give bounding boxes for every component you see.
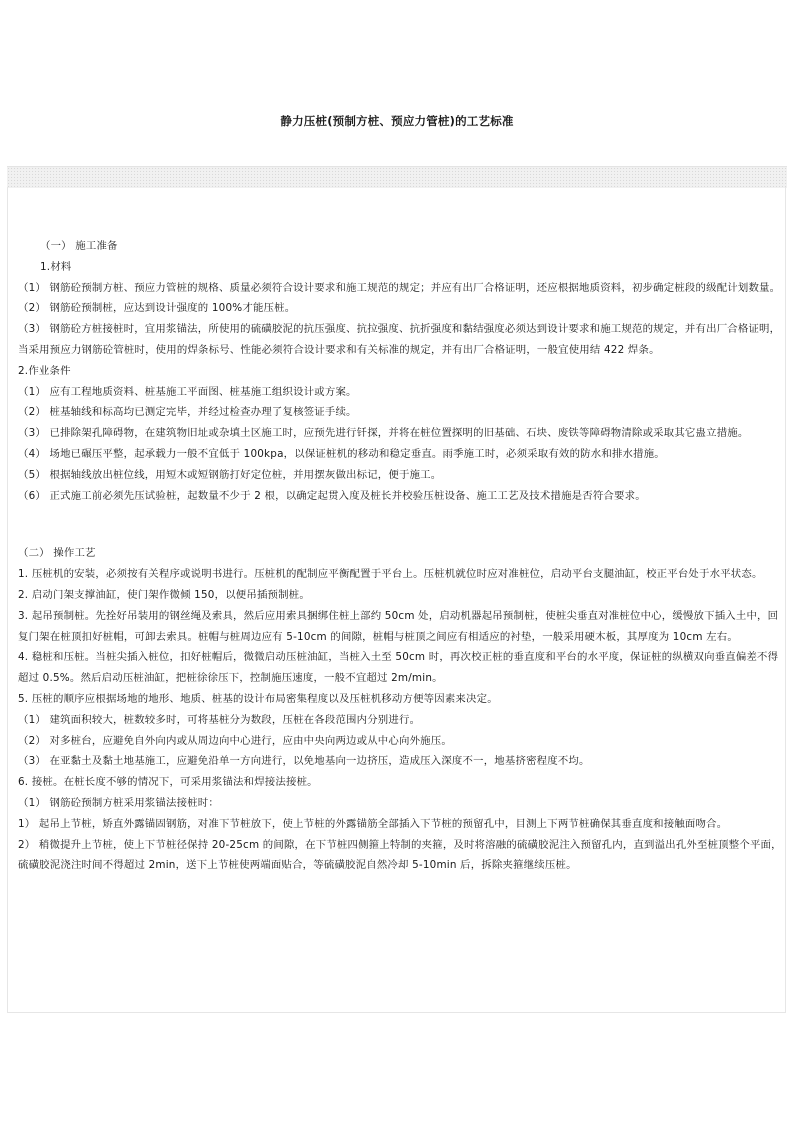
paragraph: （4） 场地已碾压平整，起承载力一般不宜低于 100kpa，以保证桩机的移动和稳定垂直。雨季施工时，必须采取有效的防水和排水措施。 [18, 447, 665, 460]
paragraph: 2） 稍微提升上节桩，使上下节桩径保持 20-25cm 的间隙，在下节桩四侧箍上特制的夹箍，及时将溶融的硫磺胶泥注入预留孔内，直到溢出孔外至桩顶整个平面，硫磺胶泥浇注时间不得超过 2min，送下上节桩使两端面贴合，等硫磺胶泥自然冷却 5-10min 后，拆除夹箍继续压桩。 [18, 838, 782, 872]
paragraph: 6. 接桩。在桩长度不够的情况下，可采用浆锚法和焊接法接桩。 [18, 776, 318, 789]
paragraph: （6） 正式施工前必须先压试验桩，起数量不少于 2 根，以确定起贯入度及桩长并校验压桩设备、施工工艺及技术措施是否符合要求。 [18, 489, 646, 502]
subsection-heading-materials: 1.材料 [40, 260, 72, 273]
paragraph: （2） 钢筋砼预制桩，应达到设计强度的 100%才能压桩。 [18, 302, 296, 315]
paragraph: （3） 在亚黏土及黏土地基施工，应避免沿单一方向进行，以免地基向一边挤压，造成压入深度不一，地基挤密程度不均。 [18, 755, 590, 768]
document-body [18, 236, 782, 876]
paragraph: （1） 应有工程地质资料、桩基施工平面图、桩基施工组织设计或方案。 [18, 385, 357, 398]
section-heading-preparation: （一） 施工准备 [40, 240, 118, 252]
subsection-heading-conditions: 2.作业条件 [18, 364, 71, 377]
paragraph: 3. 起吊预制桩。先拴好吊装用的钢丝绳及索具，然后应用索具捆绑住桩上部约 50cm 处，启动机器起吊预制桩，使桩尖垂直对准桩位中心，缓慢放下插入土中，回复门架在桩顶扣好桩帽，可卸去索具。桩帽与桩周边应有 5-10cm 的间隙，桩帽与桩顶之间应有相适应的衬垫，一般采用硬木板，其厚度为 10cm 左右。 [18, 609, 779, 643]
section-heading-operation: （二） 操作工艺 [18, 547, 96, 560]
paragraph: 1） 起吊上节桩，矫直外露锚固钢筋，对准下节桩放下，使上节桩的外露锚筋全部插入下节桩的预留孔中，目测上下两节桩确保其垂直度和接触面吻合。 [18, 817, 728, 830]
paragraph: 1. 压桩机的安装，必须按有关程序或说明书进行。压桩机的配制应平衡配置于平台上。压桩机就位时应对准桩位，启动平台支腿油缸，校正平台处于水平状态。 [18, 568, 763, 581]
header-band [7, 166, 787, 188]
paragraph: 2. 启动门架支撑油缸，使门架作微倾 150，以便吊插预制桩。 [18, 588, 310, 601]
paragraph: （1） 钢筋砼预制方桩采用浆锚法接桩时： [18, 796, 219, 809]
section-spacer [18, 506, 782, 543]
paragraph: （3） 已排除架孔障碍物，在建筑物旧址或杂填土区施工时，应预先进行钎探，并将在桩位置探明的旧基础、石块、废铁等障碍物清除或采取其它蛊立措施。 [18, 427, 749, 440]
paragraph: （1） 钢筋砼预制方桩、预应力管桩的规格、质量必须符合设计要求和施工规范的规定；并应有出厂合格证明，还应根据地质资料，初步确定桩段的级配计划数量。 [18, 281, 781, 294]
paragraph: 4. 稳桩和压桩。当桩尖插入桩位，扣好桩帽后，微微启动压桩油缸，当桩入土至 50cm 时，再次校正桩的垂直度和平台的水平度，保证桩的纵横双向垂直偏差不得超过 0.5%。然后启动压桩油缸，把桩徐徐压下，控制施压速度，一般不宜超过 2m/min。 [18, 651, 779, 685]
paragraph: （1） 建筑面积较大，桩数较多时，可将基桩分为数段，压桩在各段范围内分别进行。 [18, 713, 421, 726]
paragraph: （2） 桩基轴线和标高均已测定完毕，并经过检查办理了复核签证手续。 [18, 406, 357, 419]
document-title: 静力压桩(预制方桩、预应力管桩)的工艺标准 [280, 114, 514, 128]
paragraph: 5. 压桩的顺序应根据场地的地形、地质、桩基的设计布局密集程度以及压桩机移动方便等因素来决定。 [18, 692, 498, 705]
paragraph: （5） 根据轴线放出桩位线，用短木或短钢筋打好定位桩，并用摆灰做出标记，便于施工。 [18, 468, 442, 481]
paragraph: （2） 对多桩台，应避免自外向内或从周边向中心进行，应由中央向两边或从中心向外施压。 [18, 734, 452, 747]
paragraph: （3） 钢筋砼方桩接桩时，宜用浆锚法，所使用的硫磺胶泥的抗压强度、抗拉强度、抗折强度和黏结强度必须达到设计要求和施工规范的规定，并有出厂合格证明，当采用预应力钢筋砼管桩时，使用的焊条标号、性能必须符合设计要求和有关标准的规定，并有出厂合格证明，一般宜使用结 422 焊条。 [18, 323, 781, 356]
